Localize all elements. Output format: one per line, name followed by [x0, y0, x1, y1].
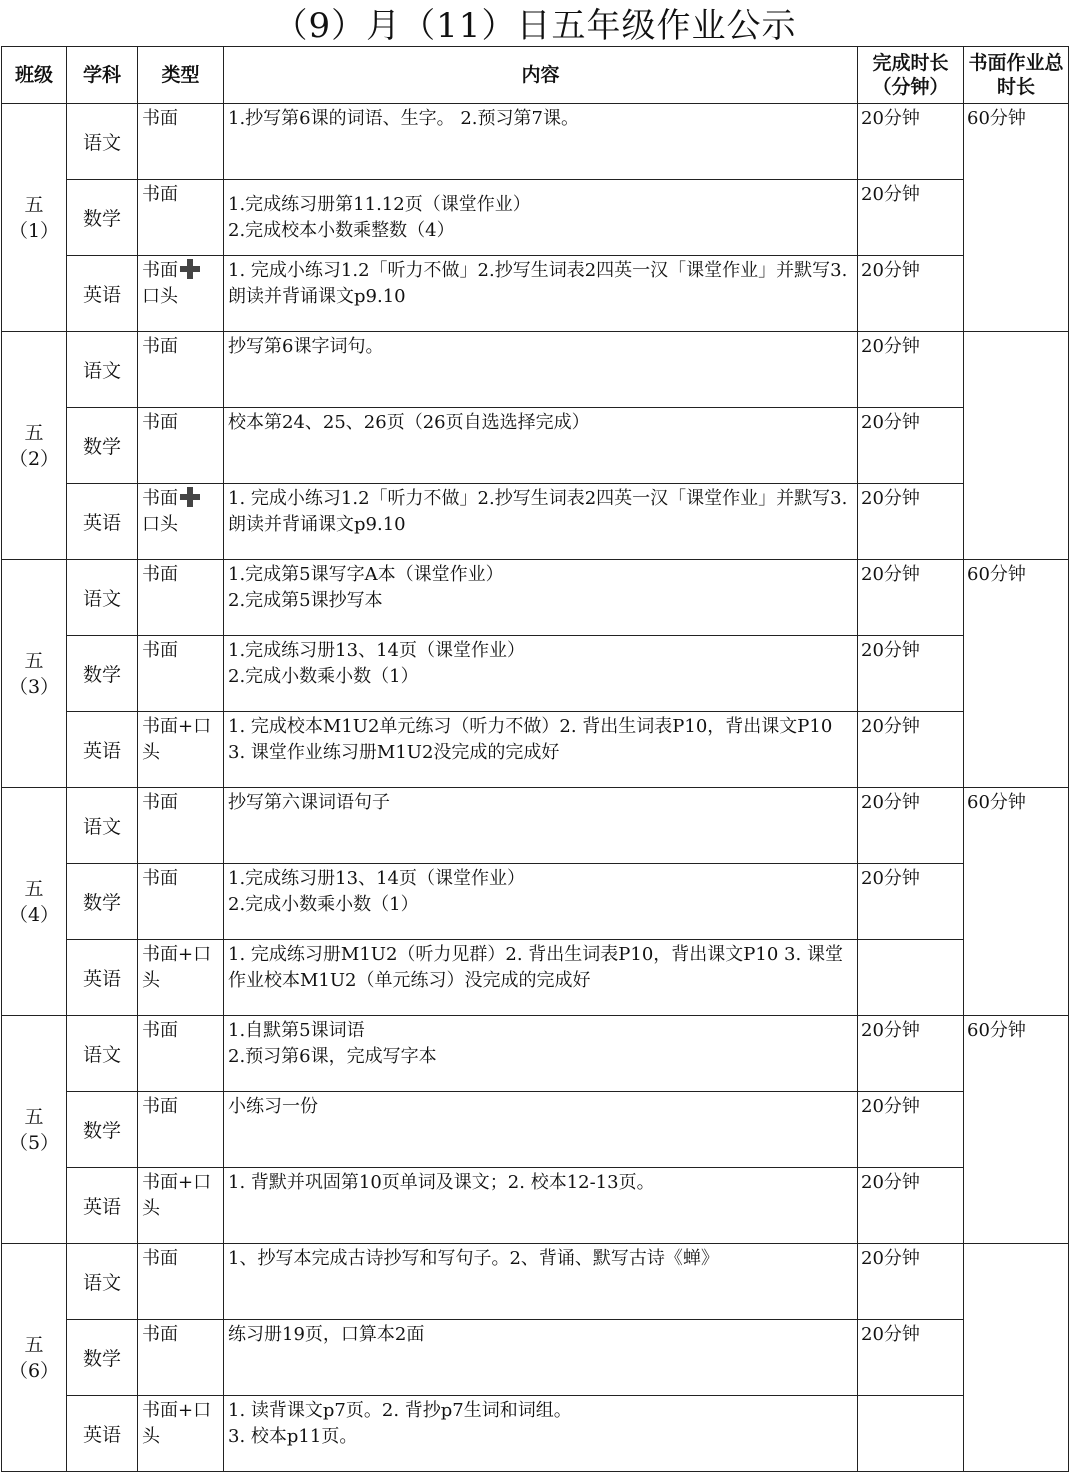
- table-row: [2, 256, 1069, 332]
- class-cell: [2, 788, 67, 1016]
- class-number: （4）: [8, 903, 60, 926]
- type-label: 书面: [142, 1324, 178, 1345]
- duration-cell: 20分钟: [858, 864, 964, 940]
- content-line: 校本第24、25、26页（26页自选选择完成）: [228, 412, 590, 433]
- class-cell: [2, 560, 67, 788]
- subject-cell: 英语: [67, 940, 138, 1016]
- duration-cell: 20分钟: [858, 712, 964, 788]
- type-label: 书面: [142, 640, 178, 661]
- type-label-secondary: 口头: [142, 514, 178, 535]
- type-cell: [138, 712, 224, 788]
- class-grade: 五: [24, 877, 44, 900]
- type-cell: [138, 484, 224, 560]
- table-row: [2, 864, 1069, 940]
- table-body: [2, 104, 1069, 1472]
- class-grade: 五: [24, 1105, 44, 1128]
- type-label: 书面: [142, 868, 178, 889]
- total-duration-cell: 60分钟: [964, 104, 1069, 332]
- table-row: [2, 1244, 1069, 1320]
- table-row: [2, 712, 1069, 788]
- content-cell: [224, 180, 858, 256]
- content-line: 1.自默第5课词语: [228, 1020, 365, 1041]
- content-line: [228, 182, 853, 192]
- content-line: 1.完成练习册13、14页（课堂作业）: [228, 640, 525, 661]
- content-cell: [224, 788, 858, 864]
- content-line: 1. 完成小练习1.2「听力不做」2.抄写生词表2四英一汉「课堂作业」并默写3.朗读并背诵课文p9.10: [228, 488, 848, 535]
- subject-cell: 语文: [67, 788, 138, 864]
- type-cell: [138, 560, 224, 636]
- header-subject: 学科: [67, 47, 138, 104]
- subject-cell: 英语: [67, 1168, 138, 1244]
- content-cell: [224, 332, 858, 408]
- table-row: [2, 940, 1069, 1016]
- content-line: 1.完成练习册第11.12页（课堂作业）: [228, 194, 531, 215]
- table-row: [2, 180, 1069, 256]
- type-label: 书面: [142, 336, 178, 357]
- header-duration: 完成时长（分钟）: [858, 47, 964, 104]
- plus-icon: [180, 259, 200, 279]
- total-duration-cell: [964, 1244, 1069, 1472]
- class-grade: 五: [24, 193, 44, 216]
- content-cell: [224, 104, 858, 180]
- plus-icon: [180, 487, 200, 507]
- homework-table: [1, 46, 1069, 1472]
- content-cell: [224, 484, 858, 560]
- subject-cell: 数学: [67, 408, 138, 484]
- content-cell: [224, 256, 858, 332]
- duration-cell: 20分钟: [858, 1168, 964, 1244]
- content-line: 3. 校本p11页。: [228, 1426, 358, 1447]
- type-cell: [138, 1320, 224, 1396]
- content-line: 1、抄写本完成古诗抄写和写句子。2、背诵、默写古诗《蝉》: [228, 1248, 719, 1269]
- table-row: [2, 104, 1069, 180]
- content-cell: [224, 560, 858, 636]
- subject-cell: 数学: [67, 864, 138, 940]
- subject-cell: 数学: [67, 180, 138, 256]
- subject-cell: 英语: [67, 484, 138, 560]
- duration-cell: 20分钟: [858, 408, 964, 484]
- class-cell: [2, 104, 67, 332]
- content-line: 2.完成第5课抄写本: [228, 590, 383, 611]
- type-cell: [138, 256, 224, 332]
- type-label: 书面: [142, 260, 178, 281]
- page-title: （9）月（11）日五年级作业公示: [273, 6, 797, 46]
- class-cell: [2, 1244, 67, 1472]
- content-cell: [224, 1016, 858, 1092]
- duration-cell: 20分钟: [858, 560, 964, 636]
- class-grade: 五: [24, 649, 44, 672]
- content-line: 2.完成校本小数乘整数（4）: [228, 220, 455, 241]
- duration-cell: 20分钟: [858, 332, 964, 408]
- content-cell: [224, 864, 858, 940]
- type-cell: [138, 1244, 224, 1320]
- content-cell: [224, 1396, 858, 1472]
- class-number: （3）: [8, 675, 60, 698]
- duration-cell: 20分钟: [858, 180, 964, 256]
- content-line: 2.完成小数乘小数（1）: [228, 666, 419, 687]
- content-line: 2.预习第6课，完成写字本: [228, 1046, 437, 1067]
- duration-cell: 20分钟: [858, 1244, 964, 1320]
- duration-cell: [858, 1396, 964, 1472]
- class-cell: [2, 332, 67, 560]
- class-cell: [2, 1016, 67, 1244]
- type-cell: [138, 1168, 224, 1244]
- content-line: 1. 完成练习册M1U2（听力见群）2. 背出生词表P10，背出课文P10 3. 课堂作业校本M1U2（单元练习）没完成的完成好: [228, 944, 843, 991]
- type-cell: [138, 1092, 224, 1168]
- duration-cell: 20分钟: [858, 636, 964, 712]
- subject-cell: 语文: [67, 560, 138, 636]
- content-line: 1. 背默并巩固第10页单词及课文；2. 校本12-13页。: [228, 1172, 655, 1193]
- content-cell: [224, 1168, 858, 1244]
- table-row: [2, 332, 1069, 408]
- type-label: 书面: [142, 1096, 178, 1117]
- table-row: [2, 1016, 1069, 1092]
- type-cell: [138, 1396, 224, 1472]
- type-cell: [138, 408, 224, 484]
- total-duration-cell: 60分钟: [964, 1016, 1069, 1244]
- header-row: [2, 47, 1069, 104]
- table-row: [2, 1396, 1069, 1472]
- content-cell: [224, 940, 858, 1016]
- content-cell: [224, 636, 858, 712]
- type-label: 书面: [142, 1020, 178, 1041]
- duration-cell: 20分钟: [858, 1320, 964, 1396]
- type-label: 书面+口头: [142, 716, 212, 763]
- subject-cell: 英语: [67, 712, 138, 788]
- content-line: 1. 完成校本M1U2单元练习（听力不做）2. 背出生词表P10，背出课文P10 3. 课堂作业练习册M1U2没完成的完成好: [228, 716, 833, 763]
- type-label: 书面: [142, 108, 178, 129]
- type-cell: [138, 788, 224, 864]
- content-cell: [224, 408, 858, 484]
- type-label: 书面: [142, 412, 178, 433]
- subject-cell: 语文: [67, 1244, 138, 1320]
- subject-cell: 数学: [67, 1320, 138, 1396]
- content-line: 2.完成小数乘小数（1）: [228, 894, 419, 915]
- header-class: 班级: [2, 47, 67, 104]
- class-grade: 五: [24, 1333, 44, 1356]
- type-label: 书面: [142, 488, 178, 509]
- type-cell: [138, 332, 224, 408]
- content-line: 1.完成练习册13、14页（课堂作业）: [228, 868, 525, 889]
- type-cell: [138, 1016, 224, 1092]
- table-row: [2, 1092, 1069, 1168]
- content-cell: [224, 1092, 858, 1168]
- table-row: [2, 1168, 1069, 1244]
- type-label: 书面+口头: [142, 944, 212, 991]
- class-number: （6）: [8, 1359, 60, 1382]
- type-label: 书面: [142, 1248, 178, 1269]
- type-cell: [138, 636, 224, 712]
- duration-cell: 20分钟: [858, 484, 964, 560]
- duration-cell: 20分钟: [858, 104, 964, 180]
- table-row: [2, 484, 1069, 560]
- class-number: （1）: [8, 219, 60, 242]
- class-grade: 五: [24, 421, 44, 444]
- content-line: 1.完成第5课写字A本（课堂作业）: [228, 564, 504, 585]
- total-duration-cell: 60分钟: [964, 788, 1069, 1016]
- table-row: [2, 788, 1069, 864]
- subject-cell: 语文: [67, 332, 138, 408]
- header-content: 内容: [224, 47, 858, 104]
- type-label: 书面+口头: [142, 1400, 212, 1447]
- content-cell: [224, 712, 858, 788]
- subject-cell: 英语: [67, 1396, 138, 1472]
- type-cell: [138, 940, 224, 1016]
- content-line: 抄写第六课词语句子: [228, 792, 390, 813]
- type-label: 书面: [142, 564, 178, 585]
- duration-cell: 20分钟: [858, 1092, 964, 1168]
- table-row: [2, 1320, 1069, 1396]
- subject-cell: 英语: [67, 256, 138, 332]
- subject-cell: 数学: [67, 1092, 138, 1168]
- table-row: [2, 408, 1069, 484]
- duration-cell: 20分钟: [858, 256, 964, 332]
- subject-cell: 语文: [67, 104, 138, 180]
- type-label: 书面: [142, 184, 178, 205]
- content-cell: [224, 1320, 858, 1396]
- content-line: 1.抄写第6课的词语、生字。 2.预习第7课。: [228, 108, 579, 129]
- table-row: [2, 560, 1069, 636]
- class-number: （2）: [8, 447, 60, 470]
- content-cell: [224, 1244, 858, 1320]
- content-line: 1. 读背课文p7页。2. 背抄p7生词和词组。: [228, 1400, 572, 1421]
- header-type: 类型: [138, 47, 224, 104]
- content-line: 抄写第6课字词句。: [228, 336, 384, 357]
- content-line: 小练习一份: [228, 1096, 318, 1117]
- type-label: 书面: [142, 792, 178, 813]
- type-label-secondary: 口头: [142, 286, 178, 307]
- type-label: 书面+口头: [142, 1172, 212, 1219]
- total-duration-cell: 60分钟: [964, 560, 1069, 788]
- total-duration-cell: [964, 332, 1069, 560]
- duration-cell: 20分钟: [858, 1016, 964, 1092]
- duration-cell: [858, 940, 964, 1016]
- type-cell: [138, 864, 224, 940]
- content-line: 1. 完成小练习1.2「听力不做」2.抄写生词表2四英一汉「课堂作业」并默写3.朗读并背诵课文p9.10: [228, 260, 848, 307]
- header-total: 书面作业总时长: [964, 47, 1069, 104]
- subject-cell: 数学: [67, 636, 138, 712]
- duration-cell: 20分钟: [858, 788, 964, 864]
- class-number: （5）: [8, 1131, 60, 1154]
- subject-cell: 语文: [67, 1016, 138, 1092]
- type-cell: [138, 180, 224, 256]
- type-cell: [138, 104, 224, 180]
- table-row: [2, 636, 1069, 712]
- content-line: 练习册19页，口算本2面: [228, 1324, 425, 1345]
